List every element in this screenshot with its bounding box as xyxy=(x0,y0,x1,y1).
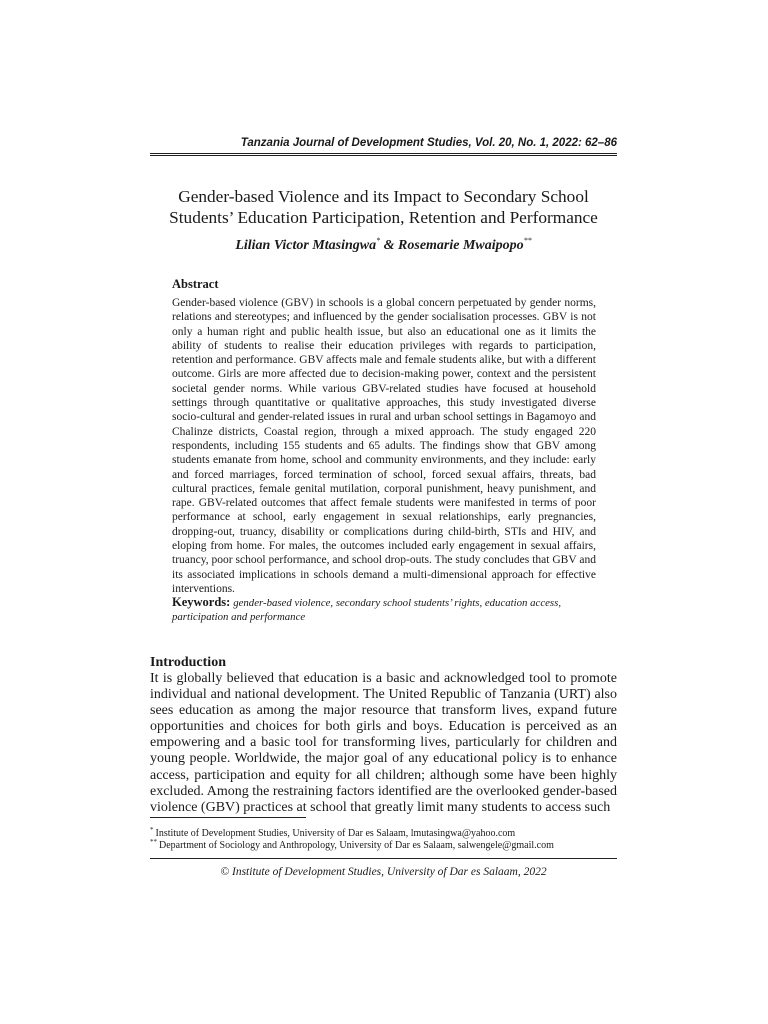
author-1-mark: * xyxy=(376,236,381,245)
header-rule xyxy=(150,153,617,156)
abstract-heading: Abstract xyxy=(172,277,219,291)
introduction-body: It is globally believed that education is a basic and acknowledged tool to promote individual and national development. The United Republic of Tanzania (URT) also sees education as among the major resource that transform lives, expand future opportunities and choices for both girls and boys. Education is perceived as an empowering and a basic tool for transforming lives, particularly for children and young people. Worldwide, the major goal of any educational policy is to enhance access, participation and equity for all children; although some have been highly excluded. Among the restraining factors identified are the overlooked gender-based violence (GBV) practices at school that greatly limit many students to access such xyxy=(150,671,617,815)
keywords-label: Keywords: xyxy=(172,595,231,609)
footnote-1-mark: * xyxy=(150,826,154,834)
footnote-2 xyxy=(150,836,617,852)
footnote-2-text: Department of Sociology and Anthropology, University of Dar es Salaam, salwengele@gmail.com xyxy=(159,840,554,851)
journal-header: Tanzania Journal of Development Studies, Vol. 20, No. 1, 2022: 62–86 xyxy=(240,137,617,149)
footnote-rule xyxy=(150,817,306,818)
copyright-notice: © Institute of Development Studies, University of Dar es Salaam, 2022 xyxy=(220,866,547,878)
footnote-2-mark: ** xyxy=(150,838,157,846)
abstract-body: Gender-based violence (GBV) in schools is a global concern perpetuated by gender norms, relations and stereotypes; and influenced by the gender socialisation processes. GBV is not only a human right and public health issue, but also an educational one as it limits the ability of students to realise their education privileges with regards to participation, retention and performance. GBV affects male and female students alike, but with a different outcome. Girls are more affected due to decision-making power, context and the persistent societal gender norms. While various GBV-related studies have focused at household settings through quantitative or qualitative approaches, this study investigated diverse socio-cultural and gender-related issues in rural and urban school settings in Bagamoyo and Chalinze districts, Coastal region, through a mixed approach. The study engaged 220 respondents, including 155 students and 65 adults. The findings show that GBV among students emanate from home, school and community environments, and they include: early and forced marriages, forced termination of school, forced sexual affairs, threats, bad cultural practices, female genital mutilation, corporal punishment, heavy punishment, and rape. GBV-related outcomes that affect female students were manifested in terms of poor performance at school, early engagement in sexual relationships, early pregnancies, dropping-out, truancy, disability or complications during child-birth, STIs and HIV, and eloping from home. For males, the outcomes included early engagement in sexual affairs, truancy, poor school performance, and school drop-outs. The study concludes that GBV and its associated implications in schools demand a multi-dimensional approach for effective interventions. xyxy=(172,297,596,595)
keywords-text: gender-based violence, secondary school students’ rights, education access, participation and performance xyxy=(172,597,562,623)
author-1: Lilian Victor Mtasingwa xyxy=(235,238,377,253)
paper-title xyxy=(150,186,617,228)
author-separator: & xyxy=(380,238,399,253)
author-list xyxy=(150,236,617,254)
author-2-mark: ** xyxy=(523,236,532,245)
title-line-1: Gender-based Violence and its Impact to Secondary School xyxy=(178,187,589,206)
keywords xyxy=(172,595,596,624)
introduction-heading: Introduction xyxy=(150,655,226,670)
bottom-rule xyxy=(150,858,617,859)
title-line-2: Students’ Education Participation, Retention and Performance xyxy=(169,208,598,227)
footnote-1-text: Institute of Development Studies, University of Dar es Salaam, lmutasingwa@yahoo.com xyxy=(155,828,516,839)
author-2: Rosemarie Mwaipopo xyxy=(398,238,524,253)
